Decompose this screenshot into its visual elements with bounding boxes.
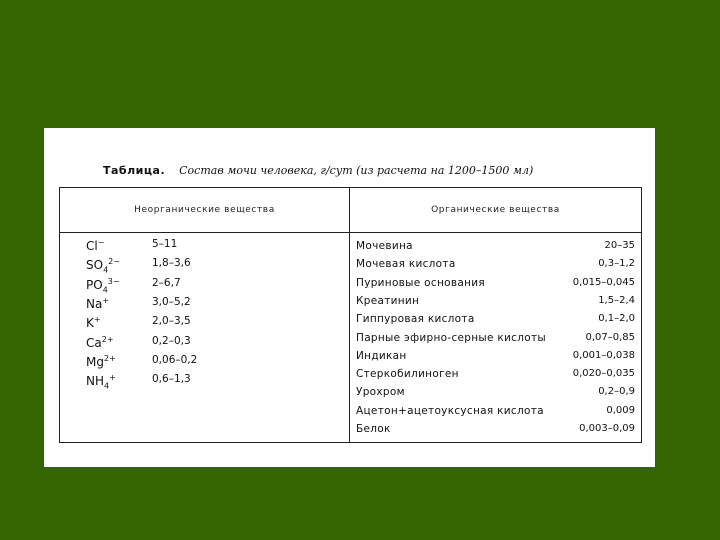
substance-value: 0,015–0,045 — [572, 276, 635, 288]
ion-charge: + — [109, 373, 116, 383]
ion-value: 1,8–3,6 — [152, 257, 191, 270]
substance-name: Креатинин — [356, 294, 420, 307]
substance-value: 0,009 — [606, 404, 635, 416]
ion-base: Na — [86, 296, 103, 311]
substance-value: 20–35 — [604, 240, 635, 251]
ion-value: 5–11 — [152, 238, 178, 250]
ion-symbol — [86, 354, 116, 369]
substance-name: Мочевая кислота — [356, 258, 456, 271]
ion-subscript: 4 — [104, 381, 110, 391]
table-caption — [103, 164, 533, 177]
ion-subscript: 4 — [103, 265, 109, 275]
ion-value: 0,6–1,3 — [152, 373, 191, 386]
substance-value: 1,5–2,4 — [598, 294, 635, 306]
ion-subscript: 4 — [102, 284, 108, 294]
ion-value: 3,0–5,2 — [152, 295, 191, 308]
column-divider — [349, 188, 350, 442]
ion-charge: + — [93, 315, 101, 325]
composition-table — [59, 187, 642, 443]
ion-charge: 3− — [107, 276, 120, 286]
substance-value: 0,003–0,09 — [579, 423, 635, 434]
organic-row — [356, 350, 639, 368]
organic-row — [356, 258, 639, 276]
substance-name: Гиппуровая кислота — [356, 313, 475, 326]
ion-value: 2,0–3,5 — [152, 315, 191, 328]
substance-value: 0,07–0,85 — [585, 331, 635, 343]
substance-value: 0,020–0,035 — [572, 368, 635, 380]
organic-row — [356, 313, 639, 331]
ion-symbol — [86, 296, 109, 311]
organic-row — [356, 277, 639, 295]
substance-value: 0,001–0,038 — [572, 349, 635, 361]
ion-base: Mg — [86, 354, 104, 369]
substance-name: Индикан — [356, 349, 407, 362]
substance-name: Урохром — [356, 386, 405, 399]
ion-symbol — [86, 277, 120, 294]
organic-row — [356, 332, 639, 350]
organic-row — [356, 240, 639, 258]
inorganic-row — [60, 315, 349, 334]
ion-charge: 2+ — [101, 334, 114, 344]
ion-symbol — [86, 335, 114, 350]
ion-symbol — [86, 257, 120, 274]
organic-row — [356, 295, 639, 313]
scanned-table-image — [44, 128, 655, 467]
ion-base: K — [86, 316, 94, 331]
inorganic-row — [60, 238, 349, 257]
ion-value: 2–6,7 — [152, 276, 181, 289]
ion-base: Ca — [86, 335, 102, 350]
inorganic-row — [60, 257, 349, 276]
ion-symbol — [86, 238, 104, 253]
substance-value: 0,2–0,9 — [598, 386, 635, 398]
substance-name: Пуриновые основания — [356, 276, 485, 289]
substance-name: Белок — [356, 423, 391, 435]
ion-charge: + — [102, 295, 110, 305]
substance-name: Парные эфирно-серные кислоты — [356, 331, 546, 344]
ion-charge: 2+ — [103, 353, 116, 363]
caption-text: Состав мочи человека, г/сут (из расчета на 1200–1500 мл) — [179, 164, 534, 177]
inorganic-row — [60, 335, 349, 354]
substance-value: 0,1–2,0 — [598, 313, 635, 325]
ion-charge: 2− — [108, 257, 120, 267]
caption-label: Таблица. — [103, 164, 166, 177]
ion-base: SO — [86, 258, 104, 273]
ion-charge: − — [97, 238, 105, 247]
substance-name: Ацетон+ацетоуксусная кислота — [356, 404, 544, 417]
ion-base: Cl — [86, 239, 98, 253]
organic-row — [356, 423, 639, 441]
ion-symbol — [86, 373, 116, 390]
inorganic-row — [60, 296, 349, 315]
substance-value: 0,3–1,2 — [598, 258, 635, 270]
ion-base: NH — [86, 374, 104, 389]
table-header-row — [60, 188, 641, 233]
organic-row — [356, 386, 639, 404]
inorganic-row — [60, 277, 349, 296]
ion-value: 0,2–0,3 — [152, 334, 191, 347]
ion-base: PO — [86, 277, 103, 292]
ion-symbol — [86, 315, 101, 330]
inorganic-row — [60, 373, 349, 392]
organic-row — [356, 368, 639, 386]
header-organic: Органические вещества — [431, 205, 560, 215]
header-inorganic: Неорганические вещества — [134, 205, 275, 215]
ion-value: 0,06–0,2 — [152, 353, 198, 366]
inorganic-row — [60, 354, 349, 373]
substance-name: Мочевина — [356, 240, 413, 252]
organic-row — [356, 405, 639, 423]
substance-name: Стеркобилиноген — [356, 368, 459, 381]
